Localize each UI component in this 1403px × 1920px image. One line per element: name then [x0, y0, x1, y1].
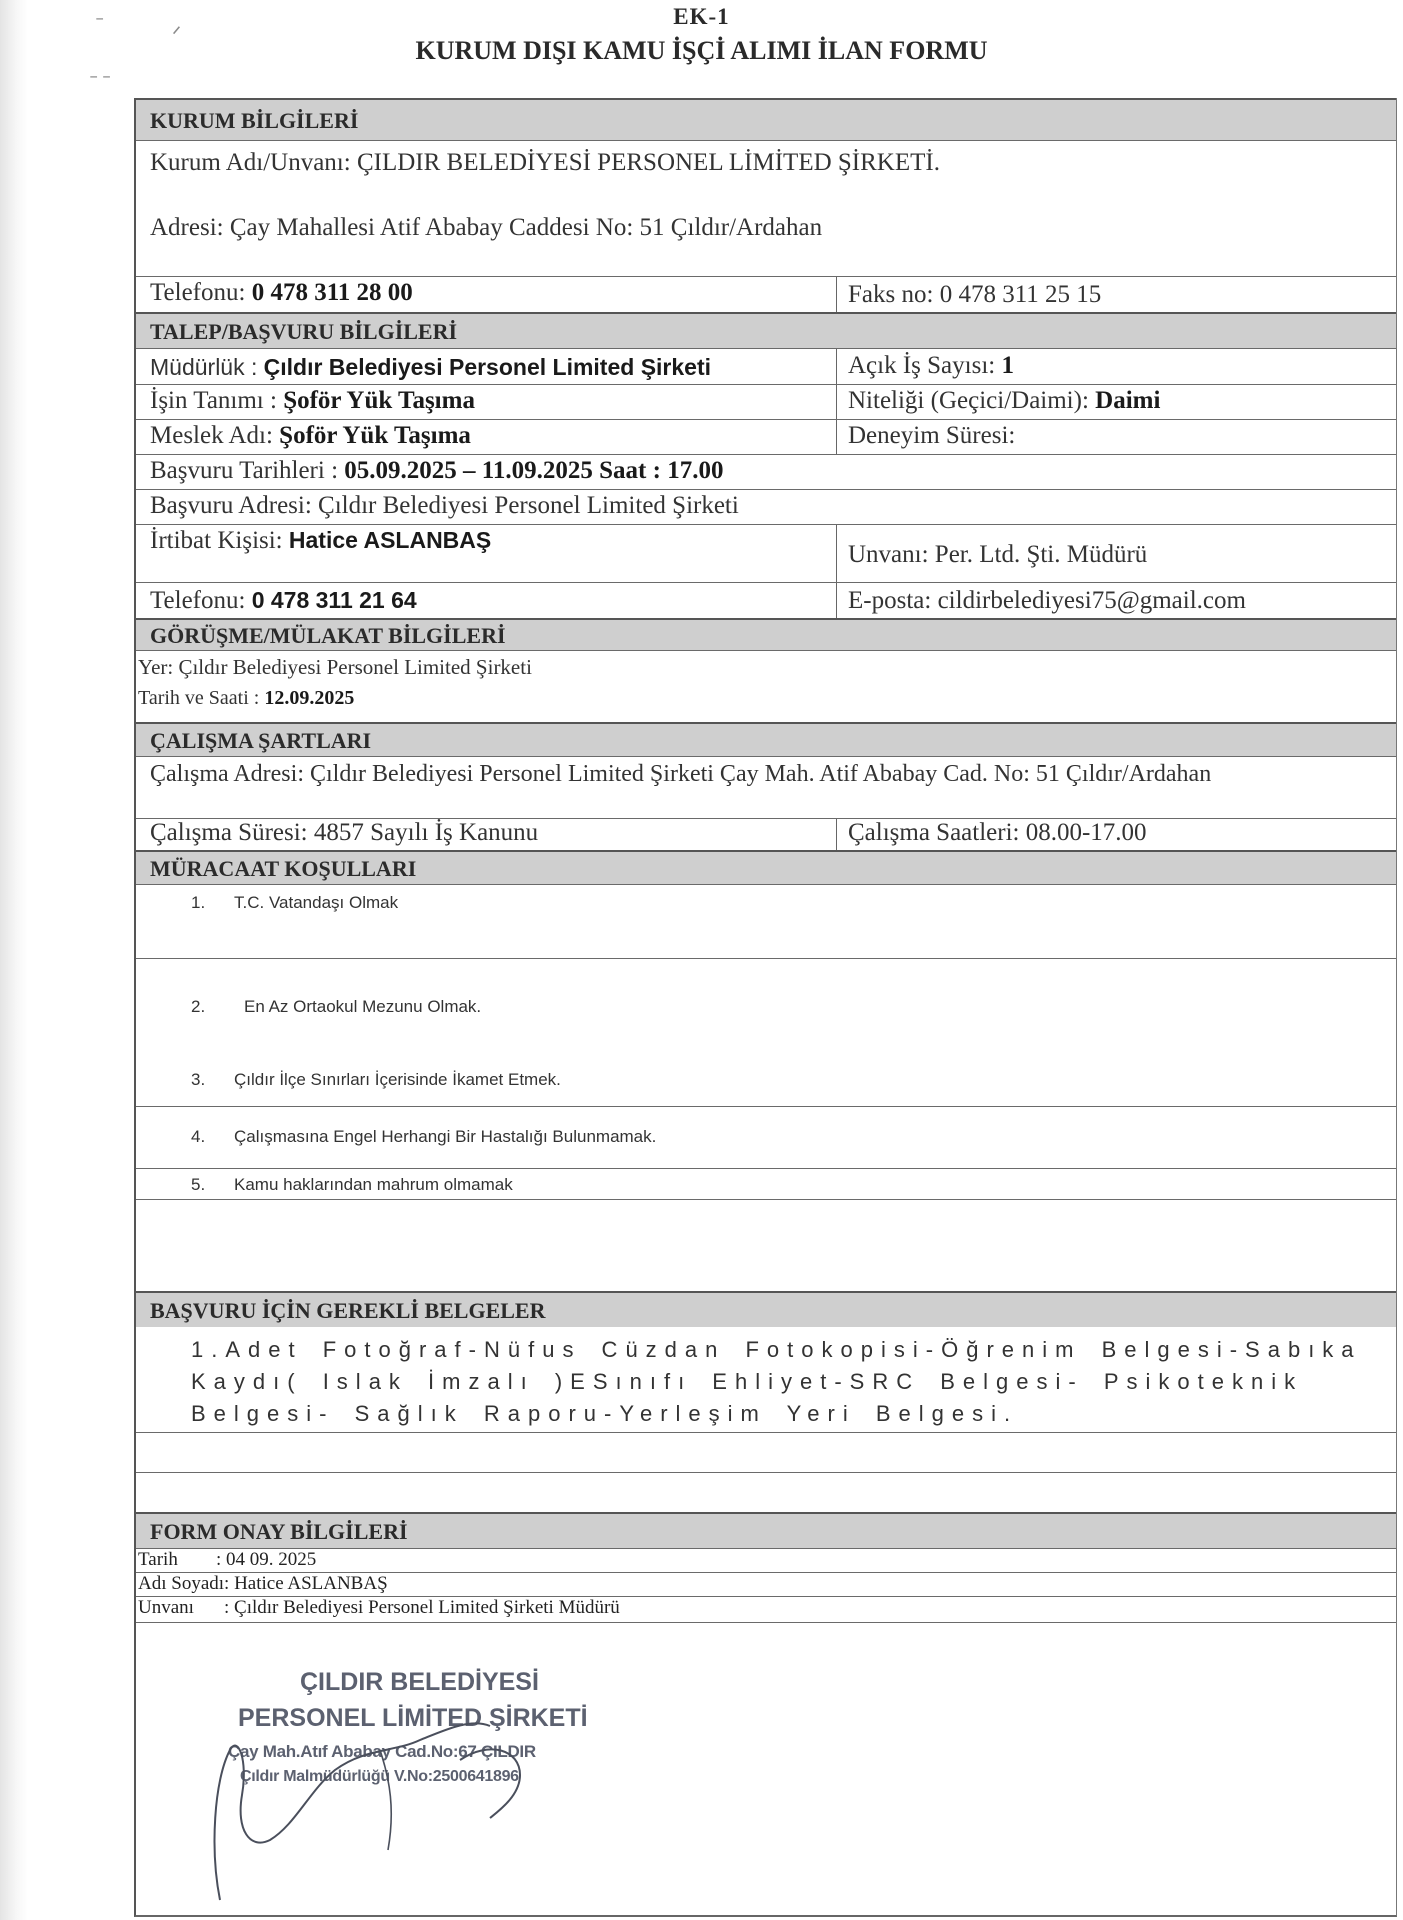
kurum-adi-label: Kurum Adı/Unvanı: — [150, 149, 351, 176]
faks-label: Faks no: — [848, 281, 934, 308]
onay-tarih-label: Tarih — [138, 1549, 178, 1570]
calisma-saat-value: 08.00-17.00 — [1025, 819, 1147, 846]
calisma-sure-label: Çalışma Süresi: — [150, 819, 308, 846]
calisma-saat-label: Çalışma Saatleri: — [848, 819, 1020, 846]
section-header-belgeler: BAŞVURU İÇİN GEREKLİ BELGELER — [136, 1291, 1396, 1327]
list-item — [136, 1106, 1396, 1168]
basvuru-tarih-value: 05.09.2025 – 11.09.2025 Saat : 17.00 — [344, 457, 724, 484]
row-onay-tarih — [136, 1548, 1396, 1572]
stamp-line: Çay Mah.Atıf Ababay Cad.No:67 ÇILDIR — [228, 1742, 536, 1761]
basvuru-tarih-label: Başvuru Tarihleri : — [150, 457, 339, 484]
row-mudurluk — [136, 348, 1396, 384]
row-gorusme — [136, 650, 1396, 722]
item-text: En Az Ortaokul Mezunu Olmak. — [244, 997, 482, 1016]
form-title: KURUM DIŞI KAMU İŞÇİ ALIMI İLAN FORMU — [415, 36, 988, 65]
mudurluk-label: Müdürlük : — [150, 354, 258, 380]
list-item — [136, 958, 1396, 1032]
unvan-label: Unvanı: — [848, 541, 929, 568]
calisma-adres-value: Çıldır Belediyesi Personel Limited Şirketi Çay Mah. Atif Ababay Cad. No: 51 Çıldır/Ardahan — [309, 761, 1212, 787]
isin-tanimi-label: İşin Tanımı : — [150, 387, 277, 414]
scan-edge-shadow — [0, 0, 28, 1920]
item-number: 2. — [191, 997, 206, 1016]
row-kurum-telefon — [136, 276, 1396, 312]
blank-row — [136, 1472, 1396, 1512]
niteligi-label: Niteliği (Geçici/Daimi): — [848, 387, 1089, 414]
irtibat-value: Hatice ASLANBAŞ — [288, 527, 492, 553]
cell-divider — [836, 385, 837, 419]
gorusme-tarih-value: 12.09.2025 — [264, 687, 355, 709]
scan-mark: ˉ ˉ — [90, 70, 111, 95]
faks-value: 0 478 311 25 15 — [939, 281, 1102, 308]
row-divider — [136, 1199, 1396, 1200]
cell-divider — [836, 819, 837, 850]
onay-unvan-value: : Çıldır Belediyesi Personel Limited Şirketi Müdürü — [224, 1597, 620, 1618]
signature-scribble — [190, 1700, 710, 1920]
gorusme-yer-value: Çıldır Belediyesi Personel Limited Şirketi — [178, 655, 532, 679]
section-header-talep: TALEP/BAŞVURU BİLGİLERİ — [136, 312, 1396, 348]
onay-adi-label: Adı Soyadı: — [138, 1573, 230, 1594]
row-divider — [136, 1622, 1396, 1623]
gorusme-tarih-label: Tarih ve Saati : — [138, 687, 260, 709]
row-meslek — [136, 419, 1396, 454]
section-header-gorusme: GÖRÜŞME/MÜLAKAT BİLGİLERİ — [136, 618, 1396, 650]
annex-label: EK-1 — [673, 4, 730, 29]
stamp-line: PERSONEL LİMİTED ŞİRKETİ — [238, 1704, 588, 1732]
section-header-calisma: ÇALIŞMA ŞARTLARI — [136, 722, 1396, 756]
cell-divider — [836, 583, 837, 618]
row-basvuru-tarih — [136, 454, 1396, 489]
stamp-line: ÇILDIR BELEDİYESİ — [300, 1668, 539, 1696]
acik-is-label: Açık İş Sayısı: — [848, 352, 996, 379]
eposta-label: E-posta: — [848, 587, 932, 614]
kurum-telefon-label: Telefonu: — [150, 279, 246, 306]
onay-adi-value: Hatice ASLANBAŞ — [234, 1573, 388, 1594]
required-documents-text: 1.Adet Fotoğraf-Nüfus Cüzdan Fotokopisi-Öğrenim Belgesi-Sabıka Kaydı( Islak İmzalı )ESınıfı Ehliyet-SRC Belgesi- Psikoteknik Belgesi- Sağlık Raporu-Yerleşim Yeri Belgesi. — [191, 1337, 1362, 1426]
cell-divider — [836, 277, 837, 312]
onay-tarih-value: : 04 09. 2025 — [216, 1549, 317, 1570]
kurum-adi-value: ÇILDIR BELEDİYESİ PERSONEL LİMİTED ŞİRKETİ. — [356, 149, 940, 176]
item-text: Çalışmasına Engel Herhangi Bir Hastalığı Bulunmamak. — [234, 1127, 657, 1146]
irtibat-label: İrtibat Kişisi: — [150, 527, 283, 554]
basvuru-adres-value: Çıldır Belediyesi Personel Limited Şirketi — [318, 492, 739, 519]
deneyim-label: Deneyim Süresi: — [848, 422, 1016, 449]
item-text: T.C. Vatandaşı Olmak — [234, 893, 399, 912]
scan-mark: ˉ — [96, 12, 104, 37]
row-onay-unvan — [136, 1596, 1396, 1622]
acik-is-value: 1 — [1001, 352, 1014, 379]
eposta-value: cildirbelediyesi75@gmail.com — [937, 587, 1246, 614]
row-irtibat — [136, 524, 1396, 582]
cell-divider — [836, 525, 837, 582]
meslek-value: Şoför Yük Taşıma — [279, 422, 471, 449]
row-isin-tanimi — [136, 384, 1396, 419]
calisma-sure-value: 4857 Sayılı İş Kanunu — [313, 819, 539, 846]
item-number: 3. — [191, 1070, 206, 1089]
row-basvuru-adres — [136, 489, 1396, 524]
unvan-value: Per. Ltd. Şti. Müdürü — [934, 541, 1148, 568]
cell-divider — [836, 349, 837, 384]
row-calisma-adres — [136, 756, 1396, 818]
list-item — [136, 1168, 1396, 1298]
mudurluk-value: Çıldır Belediyesi Personel Limited Şirketi — [263, 354, 712, 380]
niteligi-value: Daimi — [1095, 387, 1161, 414]
section-header-kurum: KURUM BİLGİLERİ — [136, 98, 1396, 140]
item-text: Çıldır İlçe Sınırları İçerisinde İkamet Etmek. — [234, 1070, 561, 1089]
item-text: Kamu haklarından mahrum olmamak — [234, 1175, 513, 1194]
section-header-muracaat: MÜRACAAT KOŞULLARI — [136, 850, 1396, 884]
calisma-adres-label: Çalışma Adresi: — [150, 761, 304, 787]
list-item — [136, 884, 1396, 958]
section-header-form-onay: FORM ONAY BİLGİLERİ — [136, 1512, 1396, 1548]
row-talep-telefon — [136, 582, 1396, 618]
meslek-label: Meslek Adı: — [150, 422, 273, 449]
basvuru-adres-label: Başvuru Adresi: — [150, 492, 312, 519]
kurum-telefon-value: 0 478 311 28 00 — [251, 279, 413, 306]
kurum-adres-label: Adresi: — [150, 214, 224, 241]
onay-unvan-label: Unvanı — [138, 1597, 194, 1618]
isin-tanimi-value: Şoför Yük Taşıma — [283, 387, 475, 414]
stamp-line: Çıldır Malmüdürlüğü V.No:2500641896 — [240, 1768, 519, 1785]
list-item — [136, 1032, 1396, 1106]
blank-row — [136, 1432, 1396, 1472]
row-kurum-adres — [136, 200, 1396, 276]
item-number: 1. — [191, 893, 206, 912]
kurum-adres-value: Çay Mahallesi Atif Ababay Caddesi No: 51 Çıldır/Ardahan — [229, 214, 823, 241]
talep-telefon-value: 0 478 311 21 64 — [251, 587, 417, 613]
talep-telefon-label: Telefonu: — [150, 587, 246, 614]
announcement-form — [134, 98, 1397, 1917]
row-calisma-sure — [136, 818, 1396, 850]
row-onay-adi — [136, 1572, 1396, 1596]
cell-divider — [836, 420, 837, 454]
gorusme-yer-label: Yer: — [138, 655, 174, 679]
scan-mark: ᐟ — [172, 22, 182, 47]
row-kurum-adi — [136, 140, 1396, 200]
item-number: 5. — [191, 1175, 206, 1194]
item-number: 4. — [191, 1127, 206, 1146]
